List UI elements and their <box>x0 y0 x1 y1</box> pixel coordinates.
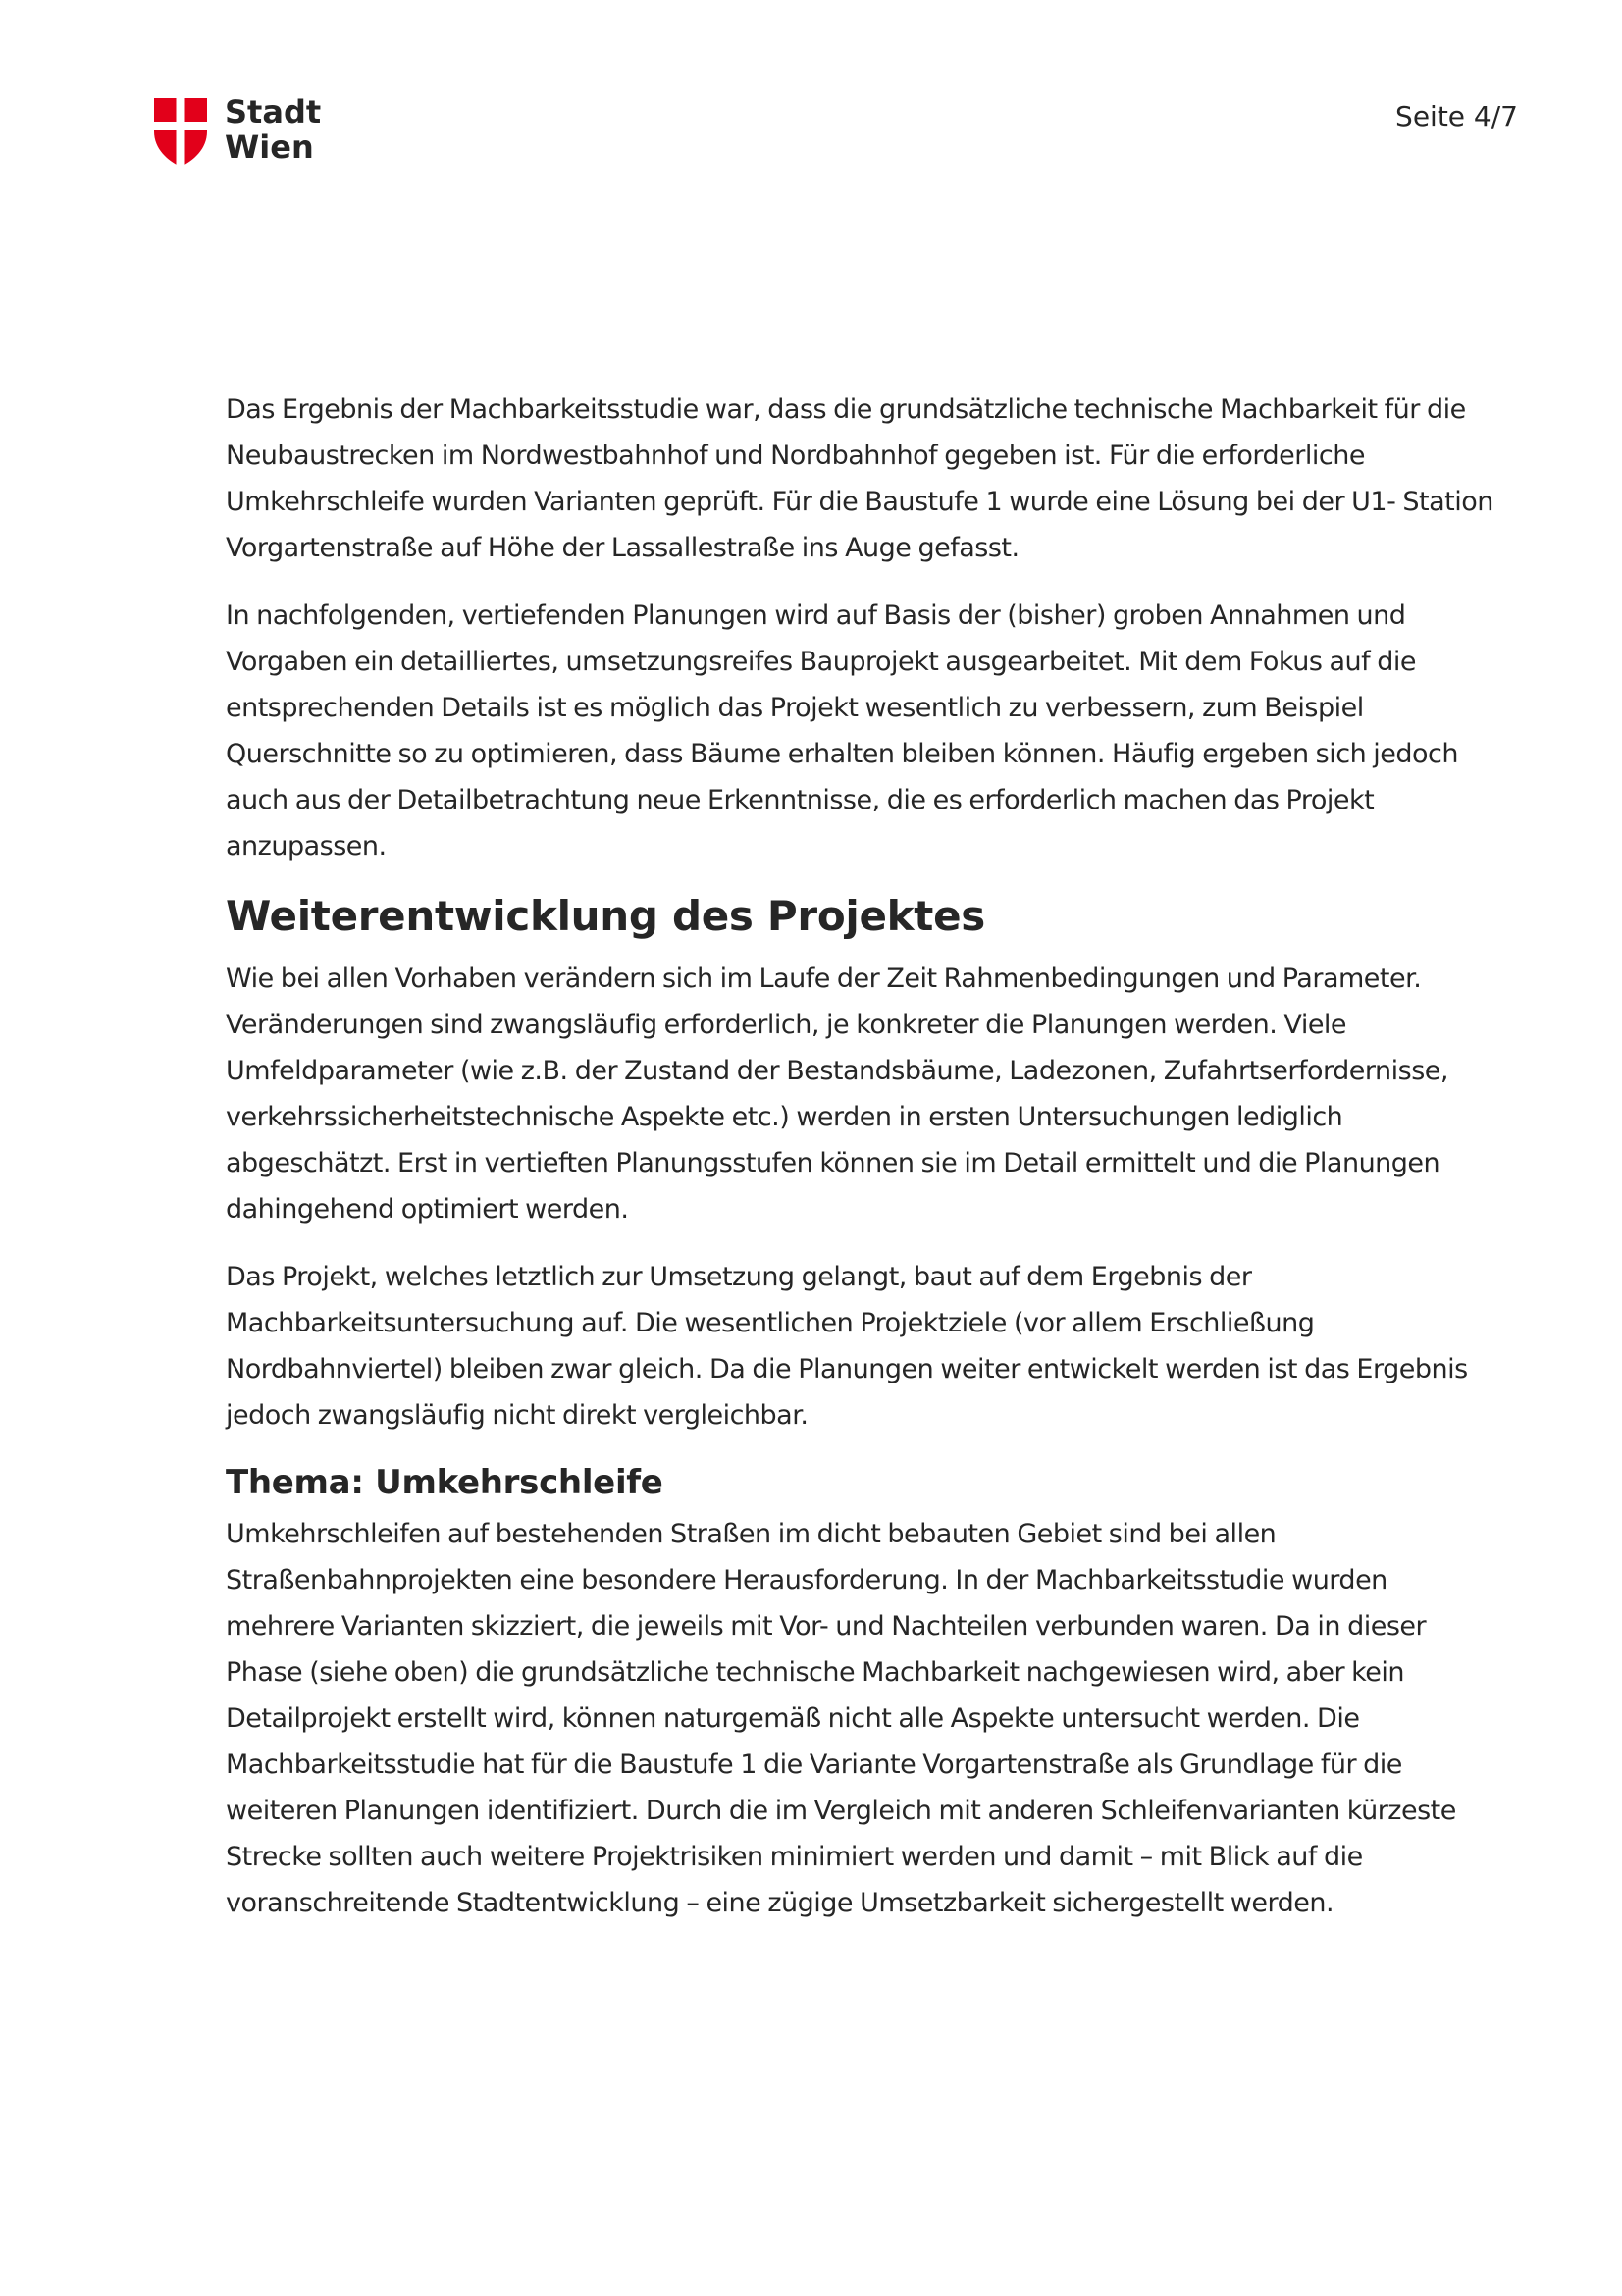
page-number: Seite 4/7 <box>1395 100 1518 132</box>
document-body <box>226 387 1501 1948</box>
vienna-shield-icon <box>154 98 207 167</box>
logo-line-stadt: Stadt <box>225 93 322 130</box>
paragraph-machbarkeit-result: Das Ergebnis der Machbarkeitsstudie war, dass die grundsätzliche technische Machbarkeit für die Neubaustrecken im Nordwestbahnhof und Nordbahnhof gegeben ist. Für die erforderliche Umkehrschleife wurden Varianten geprüft. Für die Baustufe 1 wurde eine Lösung bei der U1- Station Vorgartenstraße auf Höhe der Lassallestraße ins Auge gefasst. <box>226 394 1493 563</box>
paragraph-rahmenbedingungen: Wie bei allen Vorhaben verändern sich im Laufe der Zeit Rahmenbedingungen und Parameter. Veränderungen sind zwangsläufig erforderlich, je konkreter die Planungen werden. Viele Umfeldparameter (wie z.B. der Zustand der Bestandsbäume, Ladezonen, Zufahrtserfordernisse, verkehrssicherheitstechnische Aspekte etc.) werden in ersten Untersuchungen lediglich abgeschätzt. Erst in vertieften Planungsstufen können sie im Detail ermittelt und die Planungen dahingehend optimiert werden. <box>226 964 1448 1225</box>
logo-wordmark <box>225 94 321 165</box>
logo-line-wien: Wien <box>225 129 314 166</box>
paragraph-projekt-umsetzung: Das Projekt, welches letztlich zur Umsetzung gelangt, baut auf dem Ergebnis der Machbarkeitsuntersuchung auf. Die wesentlichen Projektziele (vor allem Erschließung Nordbahnviertel) bleiben zwar gleich. Da die Planungen weiter entwickelt werden ist das Ergebnis jedoch zwangsläufig nicht direkt vergleichbar. <box>226 1262 1468 1431</box>
heading-weiterentwicklung: Weiterentwicklung des Projektes <box>226 892 985 940</box>
stadt-wien-logo <box>154 93 322 169</box>
paragraph-umkehrschleife: Umkehrschleifen auf bestehenden Straßen im dicht bebauten Gebiet sind bei allen Straßenbahnprojekten eine besondere Herausforderung. In der Machbarkeitsstudie wurden mehrere Varianten skizziert, die jeweils mit Vor- und Nachteilen verbunden waren. Da in dieser Phase (siehe oben) die grundsätzliche technische Machbarkeit nachgewiesen wird, aber kein Detailprojekt erstellt wird, können naturgemäß nicht alle Aspekte untersucht werden. Die Machbarkeitsstudie hat für die Baustufe 1 die Variante Vorgartenstraße als Grundlage für die weiteren Planungen identifiziert. Durch die im Vergleich mit anderen Schleifenvarianten kürzeste Strecke sollten auch weitere Projektrisiken minimiert werden und damit – mit Blick auf die voranschreitende Stadtentwicklung – eine zügige Umsetzbarkeit sichergestellt werden. <box>226 1519 1456 1918</box>
heading-umkehrschleife: Thema: Umkehrschleife <box>226 1463 663 1502</box>
paragraph-vertiefende-planungen: In nachfolgenden, vertiefenden Planungen wird auf Basis der (bisher) groben Annahmen und Vorgaben ein detailliertes, umsetzungsreifes Bauprojekt ausgearbeitet. Mit dem Fokus auf die entsprechenden Details ist es möglich das Projekt wesentlich zu verbessern, zum Beispiel Querschnitte so zu optimieren, dass Bäume erhalten bleiben können. Häufig ergeben sich jedoch auch aus der Detailbetrachtung neue Erkenntnisse, die es erforderlich machen das Projekt anzupassen. <box>226 600 1458 861</box>
